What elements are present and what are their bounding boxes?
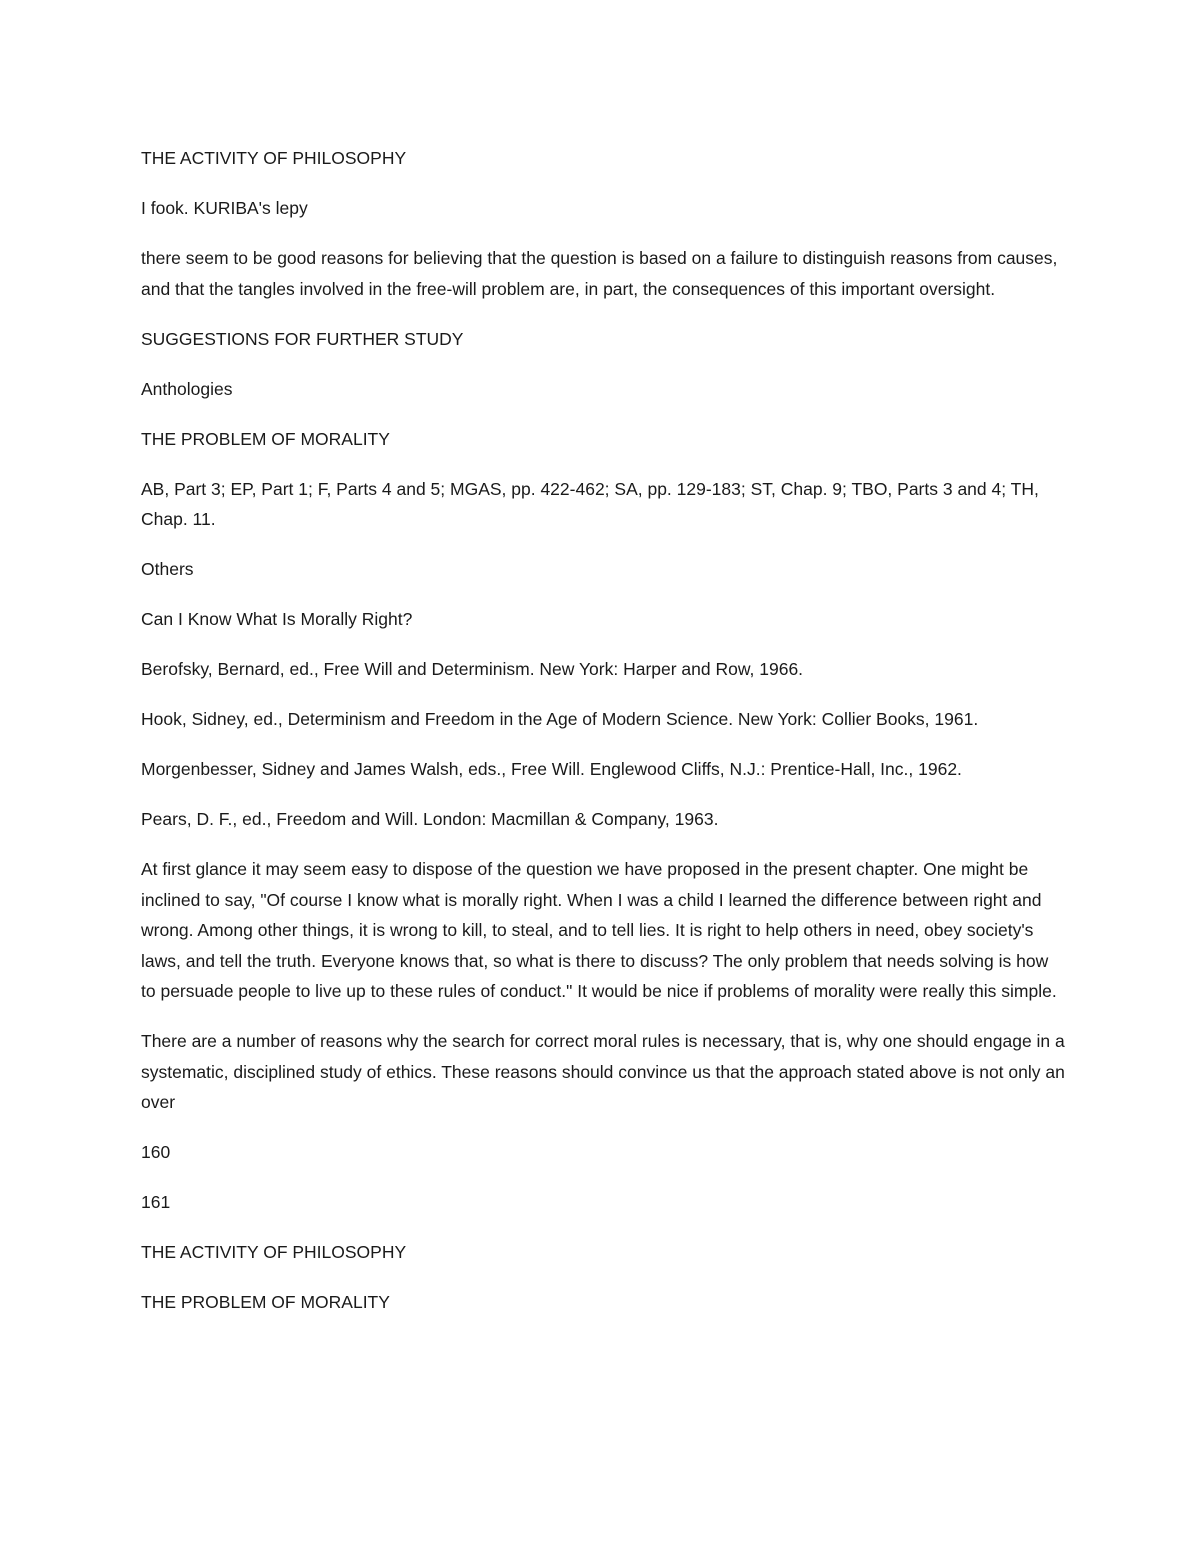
bibliography-entry: Berofsky, Bernard, ed., Free Will and Determinism. New York: Harper and Row, 1966.: [141, 659, 804, 679]
document-body: [141, 143, 1066, 1337]
section-heading: SUGGESTIONS FOR FURTHER STUDY: [141, 328, 464, 349]
running-header: THE ACTIVITY OF PHILOSOPHY: [141, 1242, 407, 1262]
page-number: 160: [141, 1142, 171, 1162]
question-heading: Can I Know What Is Morally Right?: [141, 609, 413, 629]
bibliography-entry: Hook, Sidney, ed., Determinism and Freedom in the Age of Modern Science. New York: Collier Books, 1961.: [141, 709, 979, 729]
chapter-title: THE PROBLEM OF MORALITY: [141, 428, 390, 449]
page-number: 161: [141, 1192, 171, 1212]
body-paragraph: There are a number of reasons why the search for correct moral rules is necessary, that is, why one should engage in a systematic, disciplined study of ethics. These reasons should convince us that the approach stated above is not only an over: [141, 1031, 1065, 1112]
bibliography-entry: Pears, D. F., ed., Freedom and Will. London: Macmillan & Company, 1963.: [141, 809, 719, 829]
body-paragraph: At first glance it may seem easy to dispose of the question we have proposed in the present chapter. One might be inclined to say, "Of course I know what is morally right. When I was a child I learned the difference between right and wrong. Among other things, it is wrong to kill, to steal, and to tell lies. It is right to help others in need, obey society's laws, and tell the truth. Everyone knows that, so what is there to discuss? The only problem that needs solving is how to persuade people to live up to these rules of conduct." It would be nice if problems of morality were really this simple.: [141, 859, 1057, 1001]
body-paragraph: there seem to be good reasons for believing that the question is based on a failure to distinguish reasons from causes, and that the tangles involved in the free-will problem are, in part, the consequences of this important oversight.: [141, 248, 1058, 299]
running-header: THE ACTIVITY OF PHILOSOPHY: [141, 148, 407, 168]
subheading: Anthologies: [141, 378, 233, 399]
bibliography-entry: Morgenbesser, Sidney and James Walsh, eds., Free Will. Englewood Cliffs, N.J.: Prentice-Hall, Inc., 1962.: [141, 759, 962, 779]
anthology-references: AB, Part 3; EP, Part 1; F, Parts 4 and 5; MGAS, pp. 422-462; SA, pp. 129-183; ST, Chap. 9; TBO, Parts 3 and 4; TH, Chap. 11.: [141, 478, 1039, 529]
subheading: Others: [141, 559, 194, 579]
garbled-line: I fook. KURIBA's lepy: [141, 198, 308, 218]
running-header: THE PROBLEM OF MORALITY: [141, 1292, 390, 1312]
